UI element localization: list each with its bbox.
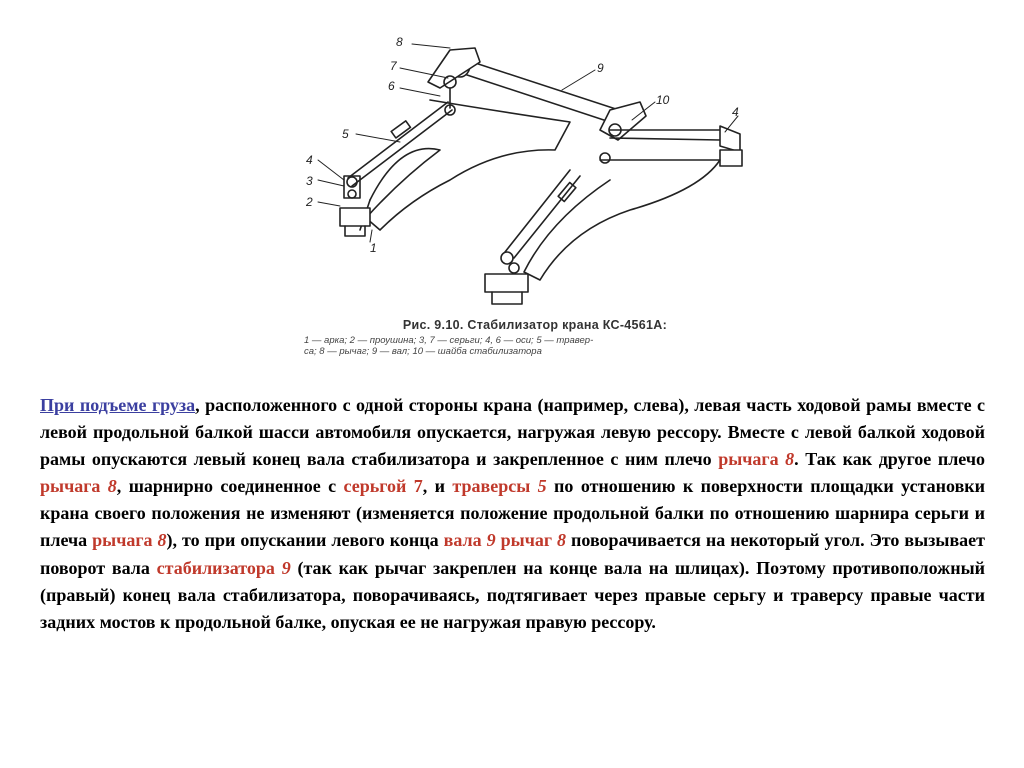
highlighted-term: рычаг [500,530,553,551]
callout-6: 6 [388,79,395,93]
highlighted-term: траверсы [452,476,531,497]
text-segment [275,558,282,578]
highlighted-term: 8 [785,449,795,470]
text-segment: , расположенного с одной стороны крана (например, слева), левая часть ходовой рамы вместе с левой продольной балкой шасси автомобиля опускается, нагружая левую рессору. Вместе с левой балкой ходовой рамы опускаются левый конец вала стабилизатора и закрепленное с ним плечо [40,395,986,470]
highlighted-term: 8 [557,530,567,551]
stabilizer-figure [300,30,770,320]
highlighted-term: 8 [107,476,117,497]
callout-1: 1 [370,241,377,255]
callout-3: 3 [306,174,313,188]
body-paragraph [40,392,985,636]
callout-4-right: 4 [732,105,739,119]
text-segment: , шарнирно соединенное с [116,476,344,497]
callout-8: 8 [396,35,403,49]
highlighted-term: 9 [281,557,291,578]
caption-title: Рис. 9.10. Стабилизатор крана КС-4561А: [402,318,668,332]
text-segment [530,476,537,496]
callout-4-left: 4 [306,153,313,167]
text-segment: . Так как другое плечо [794,449,985,470]
highlighted-term: 9 [486,530,496,551]
caption-legend [300,335,770,357]
callout-2: 2 [306,195,313,209]
text-segment: поворачивается на некоторый угол. Это вызывает поворот вала [40,530,986,578]
callout-7: 7 [390,59,397,73]
highlighted-term: рычага [40,476,101,497]
callout-5: 5 [342,127,349,141]
caption-legend-line-2: са; 8 — рычаг; 9 — вал; 10 — шайба стабилизатора [304,346,542,357]
text-segment: по отношению к поверхности площадки установки крана своего положения не изменяют (изменяется положение продольной балки по отношению шарнира серьги и плеча [40,476,986,551]
highlighted-term: рычага [718,449,779,470]
highlighted-term: вала [443,530,482,551]
highlighted-term: рычага [92,530,153,551]
highlighted-term: стабилизатора [156,557,275,578]
figure-caption [300,318,770,357]
text-segment: (так как рычаг закреплен на конце вала на шлицах). Поэтому противоположный (правый) конец вала стабилизатора, поворачиваясь, подтягивает через правые серьгу и траверсу правые части задних мостов к продольной балке, опуская ее не нагружая правую рессору. [40,557,985,632]
text-segment: , и [422,476,453,497]
text-segment: ), то при опускании левого конца [166,530,444,551]
highlighted-term: 5 [537,476,547,497]
callout-10: 10 [656,93,670,107]
highlighted-term: При подъеме груза [40,395,196,415]
highlighted-term: серьгой 7 [343,476,423,497]
callout-9: 9 [597,61,604,75]
highlighted-term: 8 [157,530,167,551]
text-segment [100,476,107,496]
caption-legend-line-1: 1 — арка; 2 — проушина; 3, 7 — серьги; 4, 6 — оси; 5 — травер- [304,335,594,346]
stabilizer-drawing [300,30,770,320]
